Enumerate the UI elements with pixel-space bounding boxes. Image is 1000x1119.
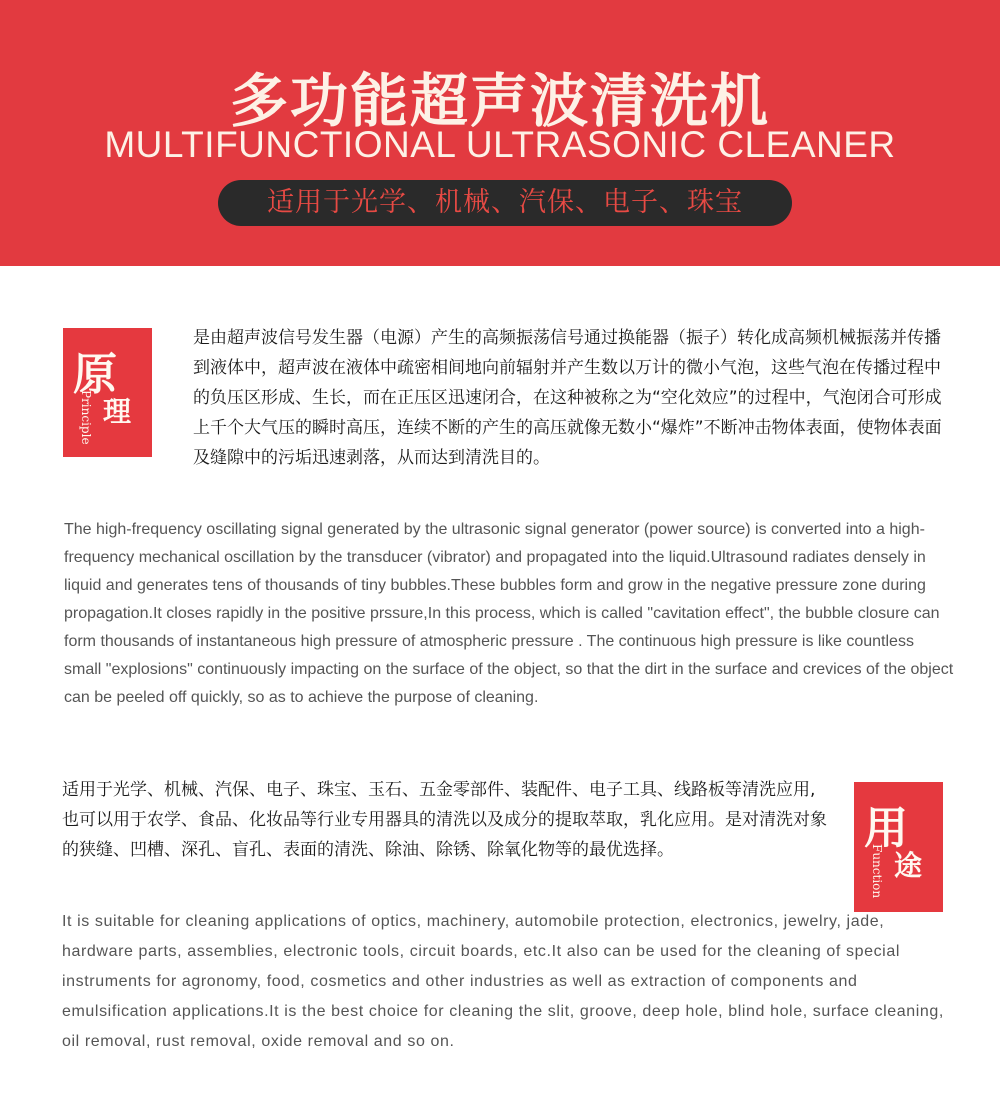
usage-text-chinese: 适用于光学、机械、汽保、电子、珠宝、玉石、五金零部件、装配件、电子工具、线路板等清洗应用,也可以用于农学、食品、化妆品等行业专用器具的清洗以及成分的提取萃取，乳化应用。是对清洗对象的狭缝、凹槽、深孔、盲孔、表面的清洗、除油、除锈、除氧化物等的最优选择。 [62, 780, 827, 860]
header-banner [0, 0, 1000, 266]
principle-text-english: The high-frequency oscillating signal generated by the ultrasonic signal generator (power source) is converted into a high-frequency mechanical oscillation by the transducer (vibrator) and propagated into the liquid.Ultrasound radiates densely in liquid and generates tens of thousands of tiny bubbles.These bubbles form and grow in the negative pressure zone during propagation.It closes rapidly in the positive prssure,In this process, which is called "cavitation effect", the bubble closure can form thousands of instantaneous high pressure of atmospheric pressure . The continuous high pressure is like countless small "explosions" continuously impacting on the surface of the object, so that the dirt in the surface and crevices of the object can be peeled off quickly, so as to achieve the purpose of cleaning. [64, 521, 954, 706]
principle-text-chinese: 是由超声波信号发生器（电源）产生的高频振荡信号通过换能器（振子）转化成高频机械振荡并传播到液体中，超声波在液体中疏密相间地向前辐射并产生数以万计的微小气泡，这些气泡在传播过程中的负压区形成、生长，而在正压区迅速闭合，在这种被称之为“空化效应”的过程中，气泡闭合可形成上千个大气压的瞬时高压，连续不断的产生的高压就像无数小“爆炸”不断冲击物体表面，使物体表面及缝隙中的污垢迅速剥落，从而达到清洗目的。 [193, 328, 942, 468]
principle-badge-english: Principle [79, 390, 93, 445]
function-badge-english: Function [870, 844, 884, 899]
page-title-english: MULTIFUNCTIONAL ULTRASONIC CLEANER [104, 124, 896, 165]
principle-badge-char-2: 理 [103, 395, 132, 428]
function-badge-char-1: 用 [864, 803, 908, 854]
principle-badge-char-1: 原 [73, 349, 117, 400]
function-badge [854, 782, 943, 912]
application-tagline: 适用于光学、机械、汽保、电子、珠宝 [218, 180, 792, 226]
page-title-chinese: 多功能超声波清洗机 [229, 67, 770, 135]
principle-badge [63, 328, 152, 457]
usage-text-english: It is suitable for cleaning applications of optics, machinery, automobile protection, electronics, jewelry, jade, hardware parts, assemblies, electronic tools, circuit boards, etc.It also can be used for the cleaning of special instruments for agronomy, food, cosmetics and other industries as well as extraction of components and emulsification applications.It is the best choice for cleaning the slit, groove, deep hole, blind hole, surface cleaning, oil removal, rust removal, oxide removal and so on. [62, 913, 944, 1050]
function-badge-char-2: 途 [894, 849, 923, 882]
